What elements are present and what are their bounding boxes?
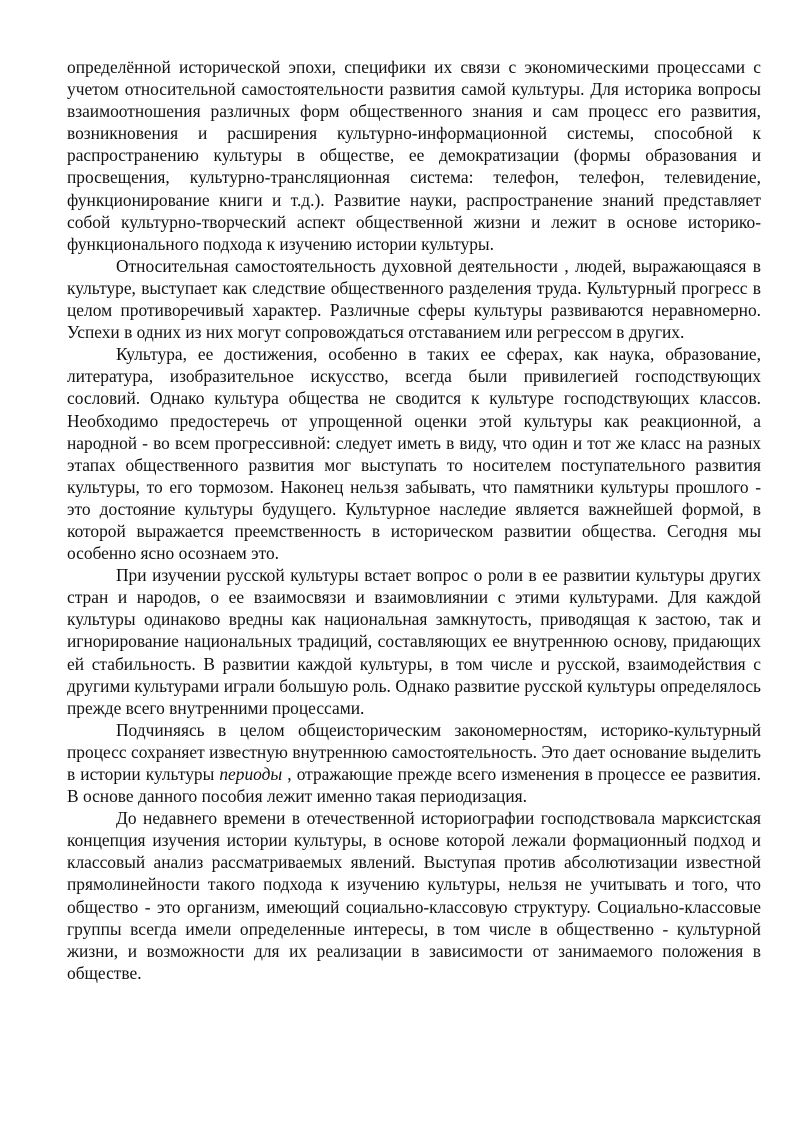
paragraph-5: [67, 719, 761, 807]
paragraph-5-text-before: Подчиняясь в целом общеисторическим закономерностям, историко-культурный процесс сохраняет известную внутреннюю самостоятельность. Это дает основание выделить в истории культуры: [67, 719, 761, 784]
paragraph-4: При изучении русской культуры встает вопрос о роли в ее развитии культуры других стран и народов, о ее взаимосвязи и взаимовлиянии с этими культурами. Для каждой культуры одинаково вредны как национальная замкнутость, приводящая к застою, так и игнорирование национальных традиций, составляющих ее внутреннюю основу, придающих ей стабильность. В развитии каждой культуры, в том числе и русской, взаимодействия с другими культурами играли большую роль. Однако развитие русской культуры определялось прежде всего внутренними процессами.: [67, 565, 761, 718]
paragraph-2: Относительная самостоятельность духовной деятельности , людей, выражающаяся в культуре, выступает как следствие общественного разделения труда. Культурный прогресс в целом противоречивый характер. Различные сферы культуры развиваются неравномерно. Успехи в одних из них могут сопровождаться отставанием или регрессом в других.: [67, 255, 761, 343]
paragraph-5-text-after: , отражающие прежде всего изменения в процессе ее развития. В основе данного пособия лежит именно такая периодизация.: [67, 764, 762, 807]
document-page: [67, 56, 761, 984]
paragraph-1: определённой исторической эпохи, специфики их связи с экономическими процессами с учетом относительной самостоятельности развития самой культуры. Для историка вопросы взаимоотношения различных форм общественного знания и сам процесс его развития, возникновения и расширения культурно-информационной системы, способной к распространению культуры в обществе, ее демократизации (формы образования и просвещения, культурно-трансляционная система: телефон, телефон, телевидение, функционирование книги и т.д.). Развитие науки, распространение знаний представляет собой культурно-творческий аспект общественной жизни и лежит в основе историко-функционального подхода к изучению истории культуры.: [67, 57, 761, 254]
paragraph-6: До недавнего времени в отечественной историографии господствовала марксистская концепция изучения истории культуры, в основе которой лежали формационный подход и классовый анализ рассматриваемых явлений. Выступая против абсолютизации известной прямолинейности такого подхода к изучению культуры, нельзя не учитывать и того, что общество - это организм, имеющий социально-классовую структуру. Социально-классовые группы всегда имели определенные интересы, в том числе в общественно - культурной жизни, и возможности для их реализации в зависимости от занимаемого положения в обществе.: [67, 808, 761, 983]
paragraph-3: Культура, ее достижения, особенно в таких ее сферах, как наука, образование, литература, изобразительное искусство, всегда были привилегией господствующих сословий. Однако культура общества не сводится к культуре господствующих классов. Необходимо предостеречь от упрощенной оценки этой культуры как реакционной, а народной - во всем прогрессивной: следует иметь в виду, что один и тот же класс на разных этапах общественного развития мог выступать то носителем поступательного развития культуры, то его тормозом. Наконец нельзя забывать, что памятники культуры прошлого - это достояние культуры будущего. Культурное наследие является важнейшей формой, в которой выражается преемственность в историческом развитии общества. Сегодня мы особенно ясно осознаем это.: [67, 344, 761, 564]
italic-term: периоды: [219, 764, 283, 784]
